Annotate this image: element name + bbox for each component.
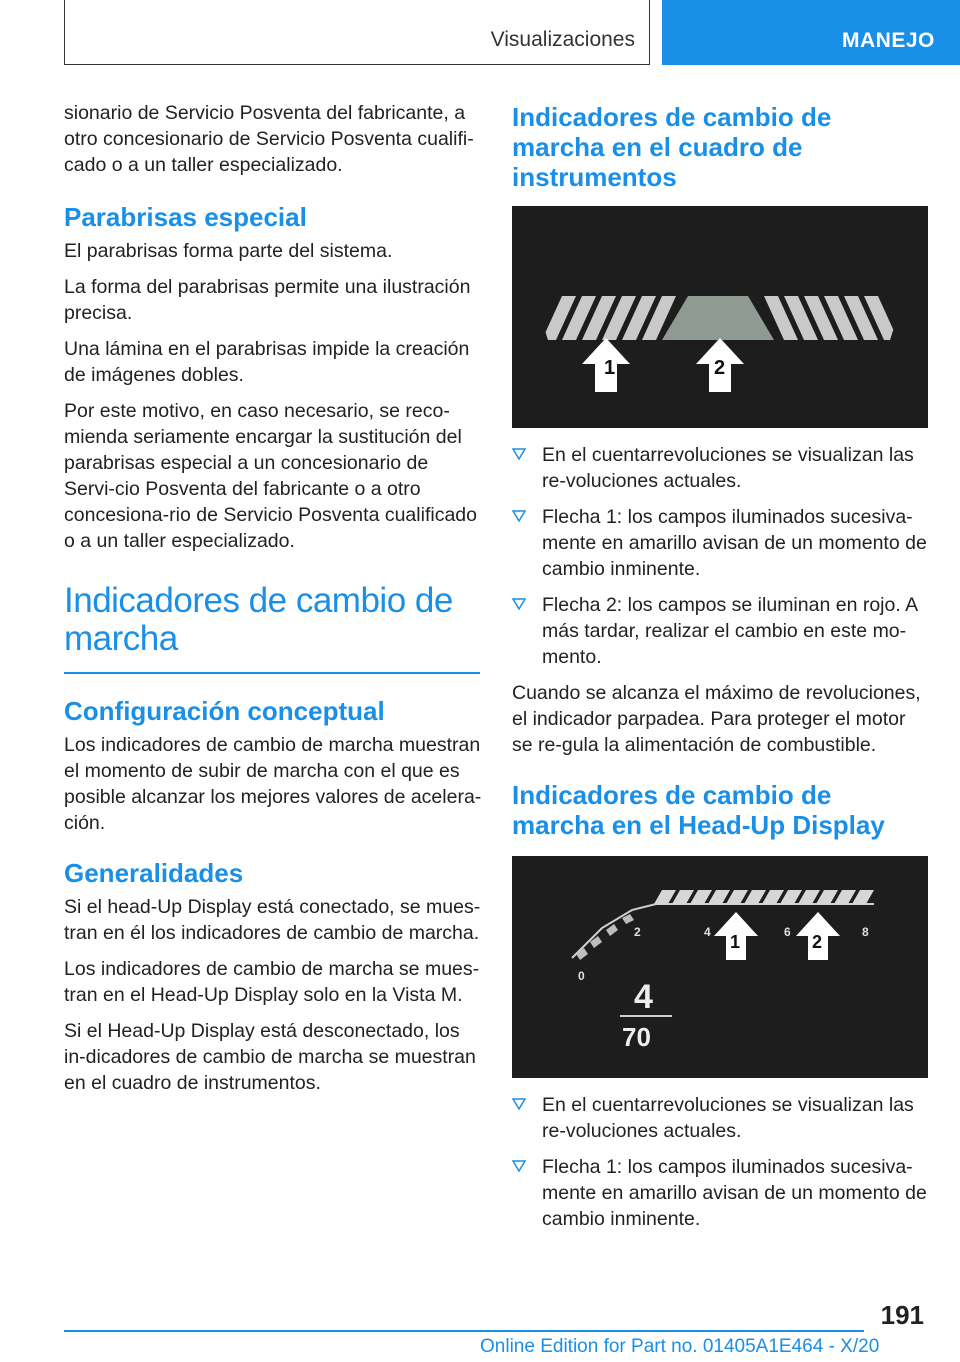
page-number: 191 — [880, 1300, 924, 1330]
section-title: Visualizaciones — [490, 28, 635, 51]
heading-cuadro: Indicadores de cambio de marcha en el cuadro de instrumentos — [512, 102, 832, 192]
scale-0-label: 0 — [578, 969, 585, 983]
instrument-cluster-figure — [512, 206, 928, 428]
paragraph: Los indicadores de cambio de marcha se mues-tran en el Head-Up Display solo en la Vista M. — [64, 958, 480, 1006]
list-item-text: Flecha 1: los campos iluminados sucesiva-mente en amarillo avisan de un momento de cambio inminente. — [542, 506, 927, 580]
heading-generalidades: Generalidades — [64, 858, 244, 888]
paragraph: La forma del parabrisas permite una ilustración precisa. — [64, 276, 471, 324]
scale-6-label: 6 — [784, 925, 791, 939]
hud-shift-illustration — [512, 856, 928, 1078]
heading-config: Configuración conceptual — [64, 696, 385, 726]
paragraph: Por este motivo, en caso necesario, se reco-mienda seriamente encargar la sustitución del parabrisas especial a un concesionario de Servi-cio Posventa del fabricante o a otro concesiona-rio de Servicio Posventa cualificado o a un taller especializado. — [64, 400, 477, 552]
paragraph: Si el head-Up Display está conectado, se mues-tran en él los indicadores de cambio de marcha. — [64, 896, 481, 944]
heading-hud: Indicadores de cambio de marcha en el Head-Up Display — [512, 780, 885, 840]
list-item-text: Flecha 1: los campos iluminados sucesiva-mente en amarillo avisan de un momento de cambio inminente. — [542, 1156, 927, 1230]
paragraph-max: Cuando se alcanza el máximo de revoluciones, el indicador parpadea. Para proteger el motor se re-gula la alimentación de combustible. — [512, 682, 921, 756]
list-item-text: En el cuentarrevoluciones se visualizan las re-voluciones actuales. — [542, 444, 914, 492]
list-item — [512, 1092, 930, 1144]
right-column — [512, 100, 930, 1242]
scale-4-label: 4 — [704, 925, 711, 939]
triangle-bullet-icon — [512, 1160, 526, 1172]
scale-2-label: 2 — [634, 925, 641, 939]
list-item — [512, 504, 930, 582]
list-item-text: En el cuentarrevoluciones se visualizan las re-voluciones actuales. — [542, 1094, 914, 1142]
scale-8-label: 8 — [862, 925, 869, 939]
triangle-bullet-icon — [512, 448, 526, 460]
chapter-heading: Indicadores de cambio de marcha — [64, 581, 453, 658]
header-section-box — [64, 0, 650, 65]
paragraph: Los indicadores de cambio de marcha muestran el momento de subir de marcha con el que es posible alcanzar los mejores valores de acelera-ción. — [64, 734, 482, 834]
list-item-text: Flecha 2: los campos se iluminan en rojo. A más tardar, realizar el cambio en este mo-mento. — [542, 594, 918, 668]
triangle-bullet-icon — [512, 598, 526, 610]
triangle-bullet-icon — [512, 1098, 526, 1110]
gear-value: 4 — [634, 978, 653, 1016]
left-column — [64, 100, 482, 1106]
footer-rule — [64, 1330, 864, 1332]
chapter-tab-label: MANEJO — [842, 29, 935, 52]
arrow-2-label: 2 — [812, 932, 823, 952]
chapter-tab[interactable] — [662, 0, 960, 65]
bullet-list-hud — [512, 1092, 930, 1232]
paragraph: Una lámina en el parabrisas impide la creación de imágenes dobles. — [64, 338, 470, 386]
list-item — [512, 1154, 930, 1232]
head-up-display-figure — [512, 856, 928, 1078]
list-item — [512, 442, 930, 494]
paragraph: El parabrisas forma parte del sistema. — [64, 240, 393, 262]
speed-value: 70 — [622, 1022, 651, 1052]
paragraph-intro: sionario de Servicio Posventa del fabricante, a otro concesionario de Servicio Posventa cualifi-cado o a un taller especializado. — [64, 102, 474, 176]
arrow-2-label: 2 — [714, 357, 726, 379]
edition-text: Online Edition for Part no. 01405A1E464 - X/20 — [480, 1336, 880, 1357]
list-item — [512, 592, 930, 670]
arrow-1-label: 1 — [604, 357, 616, 379]
heading-rule — [64, 672, 480, 674]
arrow-1-label: 1 — [730, 932, 741, 952]
shift-indicator-illustration — [512, 206, 928, 428]
heading-parabrisas: Parabrisas especial — [64, 202, 307, 232]
paragraph: Si el Head-Up Display está desconectado, los in-dicadores de cambio de marcha se muestran en el cuadro de instrumentos. — [64, 1020, 476, 1094]
triangle-bullet-icon — [512, 510, 526, 522]
bullet-list-cuadro — [512, 442, 930, 670]
